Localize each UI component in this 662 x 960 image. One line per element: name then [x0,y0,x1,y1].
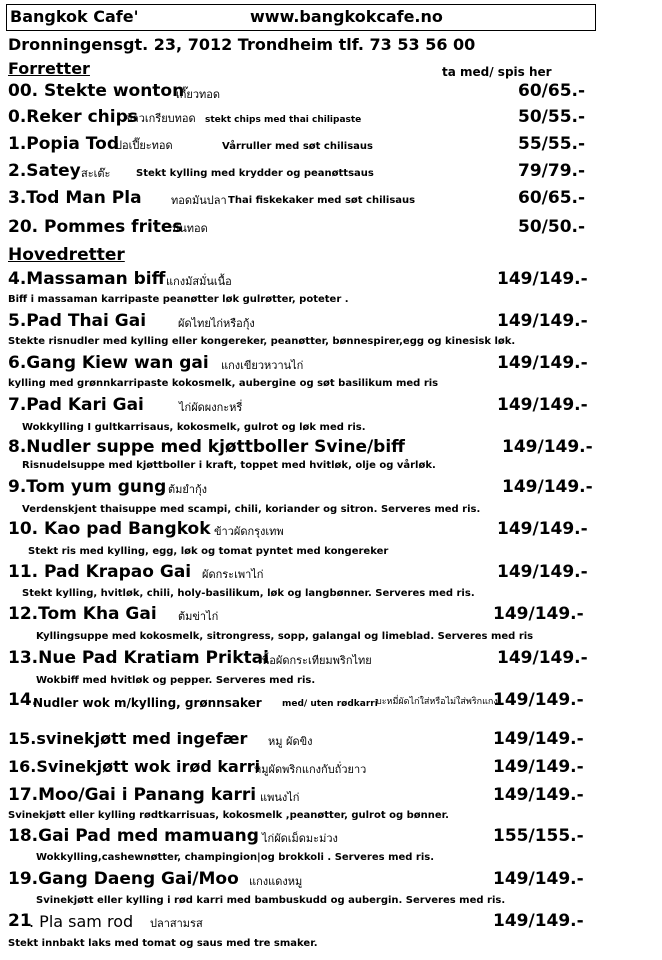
item-desc: Thai fiskekaker med søt chilisaus [228,195,416,206]
item-thai: ไก่ผัดผงกะหรี่ [179,401,243,414]
item-thai: เนื้อผัดกระเทียมพริกไทย [258,654,372,667]
item-price: 149/149.- [493,785,584,805]
item-name: 17.Moo/Gai i Panang karri [8,785,257,805]
item-desc: Wokkylling I gultkarrisaus, kokosmelk, gulrot og løk med ris. [22,422,366,433]
item-thai: ข้าวผัดกรุงเทพ [214,525,284,538]
item-name: 13.Nue Pad Kratiam Priktai [8,648,269,668]
item-thai: ทอดมันปลา [171,194,227,207]
item-name: 8.Nudler suppe med kjøttboller Svine/biff [8,437,405,457]
item-thai: ต้มข่าไก่ [178,610,219,623]
item-desc: Svinekjøtt eller kylling i rød karri med bambuskudd og aubergin. Serveres med ris. [36,895,506,906]
item-name: 5.Pad Thai Gai [8,311,147,331]
item-price: 50/50.- [518,217,586,237]
item-name: 20. Pommes frites [8,217,183,237]
item-price: 149/149.- [493,869,584,889]
item-thai: สะเต๊ะ [81,167,111,180]
item-desc: Vårruller med søt chilisaus [222,141,374,152]
item-thai: ผัดไทยไก่หรือกุ้ง [178,317,255,330]
item-price: 149/149.- [502,437,593,457]
mains-title: Hovedretter [8,245,125,265]
item-desc: Stekt ris med kylling, egg, løk og tomat pyntet med kongereker [28,546,389,557]
item-price: 50/55.- [518,107,586,127]
item-desc: Stekt kylling, hvitløk, chili, holy-basilikum, løk og langbønner. Serveres med ris. [22,588,475,599]
item-price: 155/155.- [493,826,584,846]
item-name: 0.Reker chips [8,107,138,127]
item-desc: Stekt innbakt laks med tomat og saus med tre smaker. [8,938,318,949]
item-price: 79/79.- [518,161,586,181]
item-thai: แพนงไก่ [260,791,300,804]
item-name: 18.Gai Pad med mamuang [8,826,259,846]
item-price: 149/149.- [502,477,593,497]
item-desc: Wokkylling,cashewnøtter, champingion|og brokkoli . Serveres med ris. [36,852,435,863]
item-desc: Wokbiff med hvitløk og pepper. Serveres med ris. [36,675,316,686]
item-name: Nudler wok m/kylling, grønnsaker [33,696,262,710]
item-name: 1.Popia Tod [8,134,119,154]
item-price: 55/55.- [518,134,586,154]
item-name-note: med/ uten rødkarri [282,699,378,709]
item-price: 149/149.- [493,604,584,624]
item-thai: ไก่ผัดเม็ดมะม่วง [262,832,338,845]
item-name: 11. Pad Krapao Gai [8,562,192,582]
item-name: 15.svinekjøtt med ingefær [8,729,248,748]
item-thai: หมู ผัดขิง [268,735,313,748]
item-desc: Kyllingsuppe med kokosmelk, sitrongress, sopp, galangal og limeblad. Serveres med ris [36,631,534,642]
item-thai: ข้าวเกรียบทอด [125,112,196,125]
item-price: 149/149.- [497,562,588,582]
cafe-name: Bangkok Cafe' [10,7,139,26]
item-thai: บะหมี่ผัดไก่ใส่หรือไม่ใส่พริกแกง [376,697,498,707]
item-desc: stekt chips med thai chilipaste [205,115,362,125]
item-name: 19.Gang Daeng Gai/Moo [8,869,239,889]
item-thai: ปลาสามรส [150,917,203,930]
item-desc: Verdenskjent thaisuppe med scampi, chili, koriander og sitron. Serveres med ris. [22,504,481,515]
item-thai: ผัดกระเพาไก่ [202,568,264,581]
item-name: 7.Pad Kari Gai [8,395,144,415]
item-name: 4.Massaman biff [8,269,166,289]
item-number: 21 [8,911,32,931]
item-price: 149/149.- [497,395,588,415]
item-price: 149/149.- [493,757,584,777]
item-thai: ต้มยำกุ้ง [168,483,208,496]
item-desc: Biff i massaman karripaste peanøtter løk gulrøtter, poteter . [8,294,349,305]
item-desc: Svinekjøtt eller kylling rødtkarrisuas, kokosmelk ,peanøtter, gulrot og bønner. [8,810,449,821]
item-name: 12.Tom Kha Gai [8,604,157,624]
item-thai: เกี๊ยวทอด [176,88,221,101]
item-price: 149/149.- [497,311,588,331]
item-desc: kylling med grønnkarripaste kokosmelk, aubergine og søt basilikum med ris [8,378,439,389]
item-desc: Risnudelsuppe med kjøttboller i kraft, toppet med hvitløk, olje og vårløk. [22,460,436,471]
item-price: 149/149.- [493,911,584,931]
item-price: 149/149.- [493,729,584,749]
item-thai: แกงแดงหมู [249,875,303,888]
item-name: 16.Svinekjøtt wok irød karri [8,757,261,776]
item-desc: Stekt kylling med krydder og peanøttsaus [136,168,374,179]
item-price: 60/65.- [518,188,586,208]
item-price: 149/149.- [493,690,584,710]
item-thai: แกงเขียวหวานไก่ [221,359,304,372]
item-thai: แกงมัสมั่นเนื้อ [166,275,232,288]
item-price: 149/149.- [497,269,588,289]
item-thai: หมูผัดพริกแกงกับถั่วยาว [254,763,367,776]
item-price: 60/65.- [518,81,586,101]
item-thai: มันทอด [172,222,208,235]
item-name: . Pla sam rod [29,912,134,931]
item-name: 6.Gang Kiew wan gai [8,353,209,373]
item-number: 14. [8,690,39,710]
item-price: 149/149.- [497,648,588,668]
item-name: 00. Stekte wonton [8,81,185,101]
address-line: Dronningensgt. 23, 7012 Trondheim tlf. 73 53 56 00 [8,35,476,54]
item-name: 10. Kao pad Bangkok [8,519,211,539]
item-thai: ปอเปี๊ยะทอด [115,139,173,152]
column-note: ta med/ spis her [442,65,552,79]
item-name: 9.Tom yum gung [8,477,167,497]
item-desc: Stekte risnudler med kylling eller kongereker, peanøtter, bønnespirer,egg og kinesisk løk. [8,336,516,347]
starters-title: Forretter [8,59,90,78]
website-link[interactable]: www.bangkokcafe.no [250,7,443,26]
item-price: 149/149.- [497,519,588,539]
item-name: 3.Tod Man Pla [8,188,142,208]
item-name: 2.Satey [8,161,81,181]
item-price: 149/149.- [497,353,588,373]
